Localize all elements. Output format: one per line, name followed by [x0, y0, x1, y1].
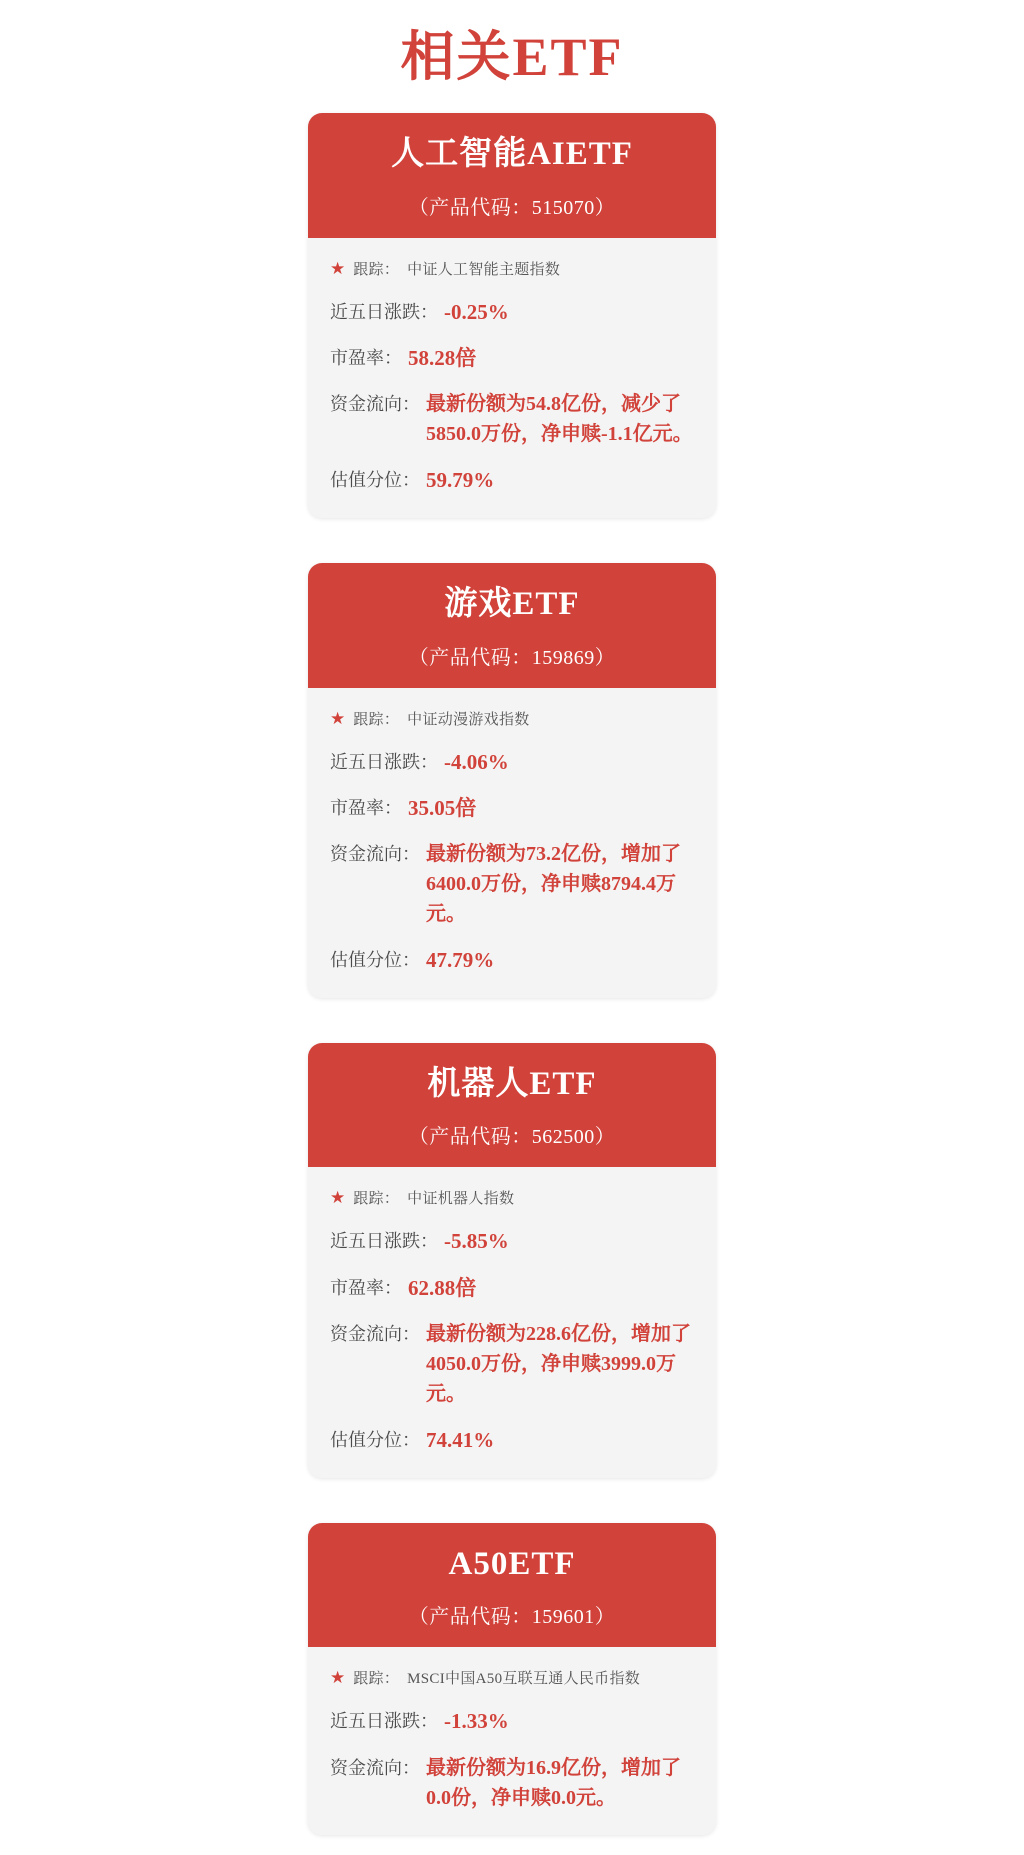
five-day-change-row	[330, 1706, 694, 1736]
five-day-change-row	[330, 1226, 694, 1256]
fund-flow-label: 资金流向：	[330, 844, 420, 865]
valuation-percentile-row	[330, 945, 694, 975]
valuation-percentile-value: 59.79%	[426, 468, 495, 493]
etf-card[interactable]	[308, 563, 716, 998]
five-day-change-row	[330, 747, 694, 777]
five-day-change-row	[330, 297, 694, 327]
etf-card[interactable]	[308, 1043, 716, 1478]
etf-code: （产品代码：562500）	[408, 1126, 616, 1149]
fund-flow-value: 最新份额为54.8亿份，减少了5850.0万份，净申赎-1.1亿元。	[426, 393, 693, 446]
tracking-label: 跟踪：	[353, 261, 400, 278]
fund-flow-label: 资金流向：	[330, 394, 420, 415]
star-icon: ★	[330, 1668, 346, 1688]
tracking-index-name: 中证机器人指数	[407, 1191, 515, 1208]
valuation-percentile-label: 估值分位：	[330, 1430, 420, 1451]
etf-code: （产品代码：515070）	[408, 196, 616, 219]
pe-ratio-value: 58.28倍	[408, 346, 477, 371]
valuation-percentile-label: 估值分位：	[330, 470, 420, 491]
etf-card-body	[308, 238, 716, 518]
tracking-index-row	[330, 708, 694, 729]
fund-flow-row	[330, 389, 694, 449]
five-day-change-label: 近五日涨跌：	[330, 1711, 438, 1732]
five-day-change-value: -0.25%	[444, 299, 509, 324]
etf-code: （产品代码：159601）	[408, 1606, 616, 1629]
etf-card-body	[308, 688, 716, 998]
star-icon: ★	[330, 1188, 346, 1208]
valuation-percentile-row	[330, 465, 694, 495]
etf-card-grid	[0, 113, 1024, 1835]
pe-ratio-value: 62.88倍	[408, 1275, 477, 1300]
etf-card-header	[308, 563, 716, 688]
valuation-percentile-label: 估值分位：	[330, 950, 420, 971]
etf-name: 机器人ETF	[427, 1065, 597, 1102]
tracking-index-name: 中证人工智能主题指数	[407, 261, 561, 278]
five-day-change-label: 近五日涨跌：	[330, 751, 438, 772]
tracking-index-name: MSCI中国A50互联互通人民币指数	[407, 1671, 641, 1688]
fund-flow-value: 最新份额为16.9亿份，增加了0.0份，净申赎0.0元。	[426, 1756, 681, 1809]
etf-name: 游戏ETF	[444, 585, 580, 622]
tracking-index-name: 中证动漫游戏指数	[407, 711, 530, 728]
tracking-label: 跟踪：	[353, 1191, 400, 1208]
pe-ratio-value: 35.05倍	[408, 795, 477, 820]
fund-flow-row	[330, 839, 694, 929]
etf-card-header	[308, 113, 716, 238]
pe-ratio-label: 市盈率：	[330, 348, 402, 369]
five-day-change-label: 近五日涨跌：	[330, 301, 438, 322]
etf-name: 人工智能AIETF	[391, 136, 633, 172]
etf-card-header	[308, 1043, 716, 1168]
fund-flow-row	[330, 1753, 694, 1813]
etf-card-body	[308, 1167, 716, 1477]
pe-ratio-label: 市盈率：	[330, 797, 402, 818]
five-day-change-label: 近五日涨跌：	[330, 1231, 438, 1252]
tracking-label: 跟踪：	[353, 711, 400, 728]
tracking-index-row	[330, 1187, 694, 1208]
etf-name: A50ETF	[448, 1545, 576, 1582]
page-title: 相关ETF	[400, 27, 624, 87]
etf-card[interactable]	[308, 1523, 716, 1835]
star-icon: ★	[330, 708, 346, 728]
pe-ratio-label: 市盈率：	[330, 1277, 402, 1298]
pe-ratio-row	[330, 343, 694, 373]
fund-flow-value: 最新份额为73.2亿份，增加了6400.0万份，净申赎8794.4万元。	[426, 843, 681, 926]
tracking-label: 跟踪：	[353, 1671, 400, 1688]
etf-card-body	[308, 1647, 716, 1834]
fund-flow-label: 资金流向：	[330, 1324, 420, 1345]
fund-flow-value: 最新份额为228.6亿份，增加了4050.0万份，净申赎3999.0万元。	[426, 1323, 691, 1406]
valuation-percentile-value: 74.41%	[426, 1428, 495, 1453]
pe-ratio-row	[330, 1273, 694, 1303]
fund-flow-label: 资金流向：	[330, 1757, 420, 1778]
valuation-percentile-value: 47.79%	[426, 948, 495, 973]
valuation-percentile-row	[330, 1425, 694, 1455]
fund-flow-row	[330, 1319, 694, 1409]
five-day-change-value: -4.06%	[444, 749, 509, 774]
five-day-change-value: -1.33%	[444, 1709, 509, 1734]
etf-code: （产品代码：159869）	[408, 646, 616, 669]
etf-card-header	[308, 1523, 716, 1648]
tracking-index-row	[330, 258, 694, 279]
star-icon: ★	[330, 258, 346, 278]
tracking-index-row	[330, 1667, 694, 1688]
five-day-change-value: -5.85%	[444, 1229, 509, 1254]
etf-card[interactable]	[308, 113, 716, 518]
pe-ratio-row	[330, 793, 694, 823]
